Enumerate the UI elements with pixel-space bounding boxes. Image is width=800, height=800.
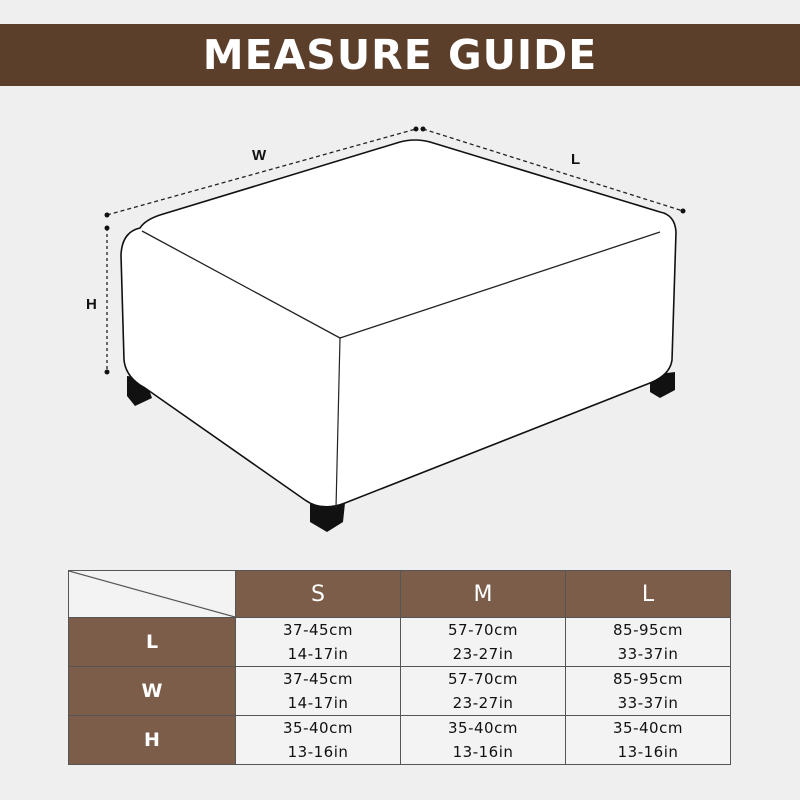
table-cell: [566, 618, 731, 667]
row-header-width: W: [69, 667, 236, 716]
title-banner: [0, 24, 800, 86]
column-header-s: S: [236, 571, 401, 618]
table-row: [69, 667, 731, 716]
cell-in: 14-17in: [287, 645, 349, 663]
row-header-length: L: [69, 618, 236, 667]
column-header-l: L: [566, 571, 731, 618]
cell-cm: 85-95cm: [613, 621, 683, 639]
cell-in: 14-17in: [287, 694, 349, 712]
table-cell: [401, 618, 566, 667]
size-table: [68, 570, 731, 765]
cell-in: 23-27in: [452, 694, 514, 712]
table-cell: [236, 716, 401, 765]
length-label: L: [571, 151, 581, 168]
cell-cm: 37-45cm: [283, 670, 353, 688]
table-cell: [236, 667, 401, 716]
table-header-row: [69, 571, 731, 618]
diagonal-divider: [69, 571, 235, 617]
cell-in: 13-16in: [452, 743, 514, 761]
table-cell: [566, 667, 731, 716]
table-cell: [236, 618, 401, 667]
ottoman-diagram: [0, 100, 800, 550]
column-header-m: M: [401, 571, 566, 618]
cell-cm: 35-40cm: [283, 719, 353, 737]
table-cell: [401, 716, 566, 765]
cell-cm: 85-95cm: [613, 670, 683, 688]
cell-cm: 35-40cm: [613, 719, 683, 737]
cell-in: 33-37in: [617, 645, 679, 663]
cell-in: 23-27in: [452, 645, 514, 663]
ottoman-illustration: [0, 100, 800, 550]
table-cell: [566, 716, 731, 765]
table-row: [69, 716, 731, 765]
cell-cm: 57-70cm: [448, 670, 518, 688]
table-corner-cell: [69, 571, 236, 618]
cell-in: 33-37in: [617, 694, 679, 712]
page-title: MEASURE GUIDE: [202, 31, 598, 79]
table-row: [69, 618, 731, 667]
cell-cm: 57-70cm: [448, 621, 518, 639]
cell-in: 13-16in: [287, 743, 349, 761]
table-cell: [401, 667, 566, 716]
cell-cm: 35-40cm: [448, 719, 518, 737]
cell-cm: 37-45cm: [283, 621, 353, 639]
cell-in: 13-16in: [617, 743, 679, 761]
height-label: H: [86, 296, 97, 313]
row-header-height: H: [69, 716, 236, 765]
width-label: W: [252, 147, 267, 164]
